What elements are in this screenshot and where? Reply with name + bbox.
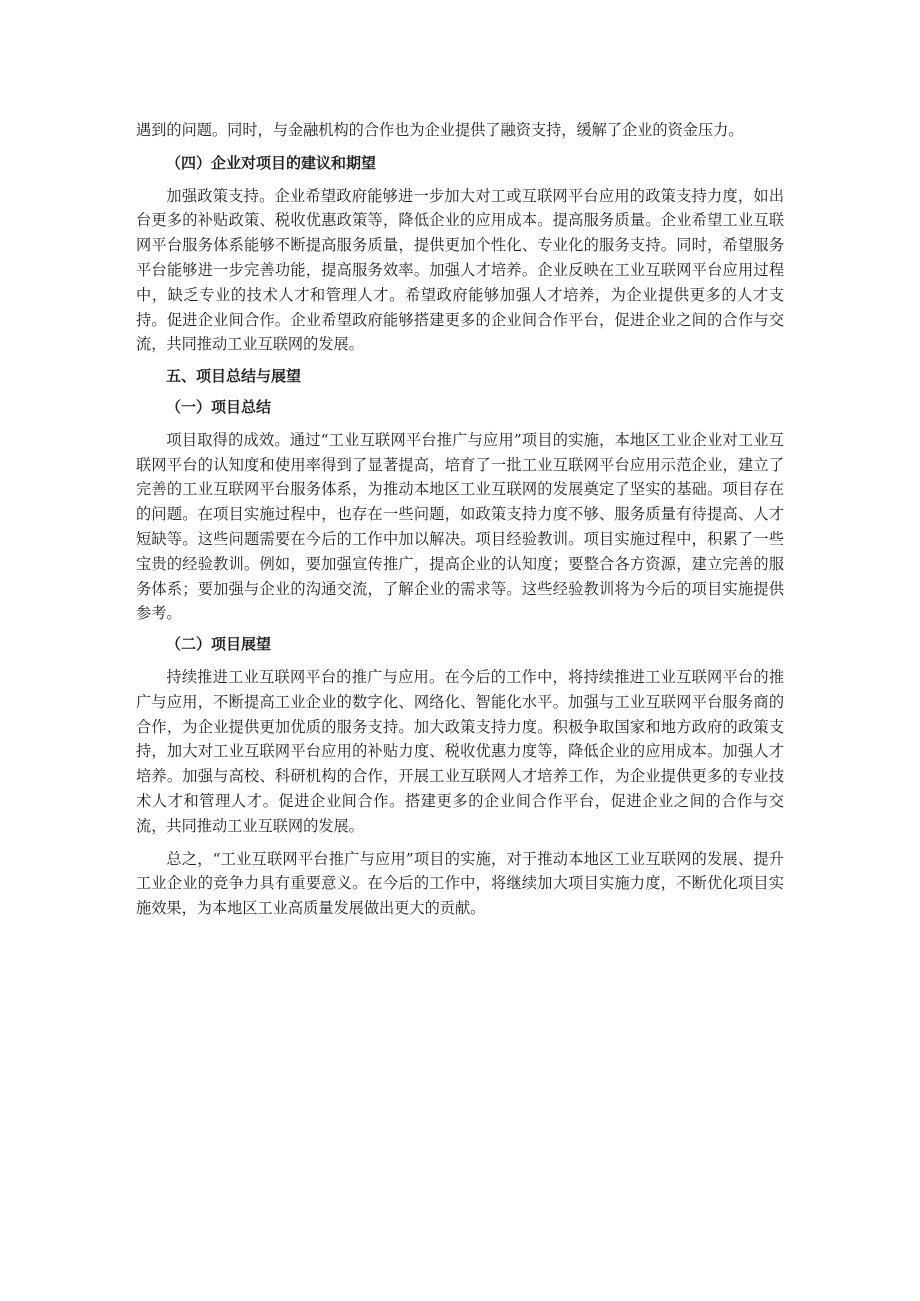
outlook-paragraph: 持续推进工业互联网平台的推广与应用。在今后的工作中，将持续推进工业互联网平台的推广与应用，不断提高工业企业的数字化、网络化、智能化水平。加强与工业互联网平台服务商的合作，为企业提供更加优质的服务支持。加大政策支持力度。积极争取国家和地方政府的政策支持，加大对工业互联网平台应用的补贴力度、税收优惠力度等，降低企业的应用成本。加强人才培养。加强与高校、科研机构的合作，开展工业互联网人才培养工作，为企业提供更多的专业技术人才和管理人才。促进企业间合作。搭建更多的企业间合作平台，促进企业之间的合作与交流，共同推动工业互联网的发展。: [136, 667, 784, 835]
document-page: [136, 118, 784, 921]
paragraph-gap: [136, 839, 784, 847]
outlook-heading: （二）项目展望: [166, 635, 272, 654]
section-4-paragraph: 加强政策支持。企业希望政府能够进一步加大对工或互联网平台应用的政策支持力度，如出台更多的补贴政策、税收优惠政策等，降低企业的应用成本。提高服务质量。企业希望工业互联网平台服务体系能够不断提高服务质量，提供更加个性化、专业化的服务支持。同时，希望服务平台能够进一步完善功能，提高服务效率。加强人才培养。企业反映在工业互联网平台应用过程中，缺乏专业的技术人才和管理人才。希望政府能够加强人才培养，为企业提供更多的人才支持。促进企业间合作。企业希望政府能够搭建更多的企业间合作平台，促进企业之间的合作与交流，共同推动工业互联网的发展。: [136, 186, 784, 354]
chapter-5-heading: 五、项目总结与展望: [166, 367, 302, 386]
summary-heading: （一）项目总结: [166, 397, 272, 416]
continuation-paragraph: 遇到的问题。同时，与金融机构的合作也为企业提供了融资支持，缓解了企业的资金压力。: [136, 121, 744, 139]
conclusion-paragraph: 总之，“工业互联网平台推广与应用”项目的实施，对于推动本地区工业互联网的发展、提升工业企业的竞争力具有重要意义。在今后的工作中，将继续加大项目实施力度，不断优化项目实施效果，为本地区工业高质量发展做出更大的贡献。: [136, 849, 784, 918]
summary-paragraph: 项目取得的成效。通过“工业互联网平台推广与应用”项目的实施，本地区工业企业对工业互联网平台的认知度和使用率得到了显著提高，培育了一批工业互联网平台应用示范企业，建立了完善的工业互联网平台服务体系，为推动本地区工业互联网的发展奠定了坚实的基础。项目存在的问题。在项目实施过程中，也存在一些问题，如政策支持力度不够、服务质量有待提高、人才短缺等。这些问题需要在今后的工作中加以解决。项目经验教训。项目实施过程中，积累了一些宝贵的经验教训。例如，要加强宣传推广，提高企业的认知度；要整合各方资源，建立完善的服务体系；要加强与企业的沟通交流，了解企业的需求等。这些经验教训将为今后的项目实施提供参考。: [136, 430, 784, 623]
section-4-heading: （四）企业对项目的建议和期望: [166, 153, 377, 172]
